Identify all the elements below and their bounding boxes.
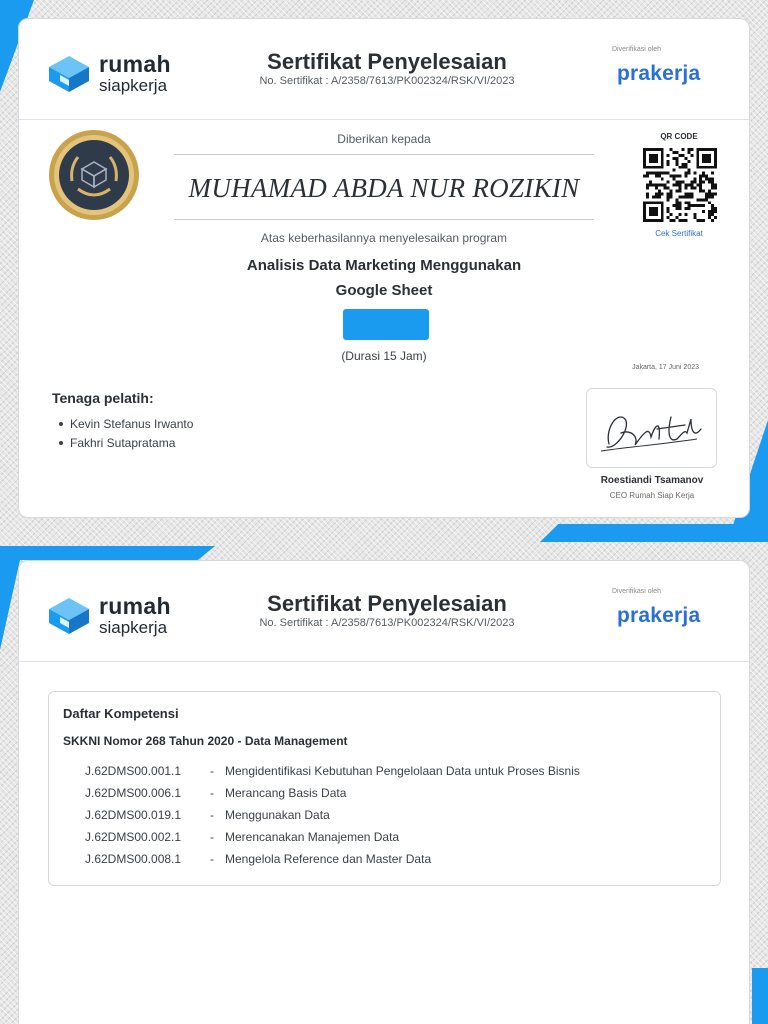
competency-item xyxy=(85,848,580,870)
trainer-list xyxy=(59,417,193,455)
competency-separator: - xyxy=(210,808,214,822)
competency-separator: - xyxy=(210,830,214,844)
certificate-number: No. Sertifikat : A/2358/7613/PK002324/RSK/VI/2023 xyxy=(259,617,515,629)
laurel-medal-icon xyxy=(48,129,140,221)
competency-list xyxy=(85,760,580,870)
signatory-role: CEO Rumah Siap Kerja xyxy=(609,491,695,500)
trainer-name: Kevin Stefanus Irwanto xyxy=(59,417,193,431)
given-to-label: Diberikan kepada xyxy=(337,132,431,146)
trainers-heading: Tenaga pelatih: xyxy=(52,390,154,406)
signature-box xyxy=(586,388,717,468)
competency-item xyxy=(85,804,580,826)
brand-name-line1: rumah xyxy=(99,51,171,77)
signatory-name: Roestiandi Tsamanov xyxy=(600,475,704,486)
competency-description: Menggunakan Data xyxy=(225,808,330,822)
rumah-siapkerja-logo xyxy=(47,53,171,94)
recipient-name: MUHAMAD ABDA NUR ROZIKIN xyxy=(188,173,580,203)
signature-image xyxy=(587,389,716,467)
verified-by-label: Diverifikasi oleh xyxy=(612,588,662,595)
program-title-line1: Analisis Data Marketing Menggunakan xyxy=(246,257,522,274)
verified-by-label: Diverifikasi oleh xyxy=(612,46,662,53)
rumah-siapkerja-logo xyxy=(47,595,171,636)
background-shape xyxy=(0,560,20,650)
competency-description: Mengidentifikasi Kebutuhan Pengelolaan Data untuk Proses Bisnis xyxy=(225,764,580,778)
competency-code: J.62DMS00.019.1 xyxy=(85,808,182,822)
competency-code: J.62DMS00.002.1 xyxy=(85,830,182,844)
certificate-title: Sertifikat Penyelesaian xyxy=(267,49,507,74)
competency-separator: - xyxy=(210,786,214,800)
certificate-title: Sertifikat Penyelesaian xyxy=(267,591,507,616)
prakerja-logo: prakerja xyxy=(617,62,701,85)
program-title-line2: Google Sheet xyxy=(335,282,433,299)
competency-item xyxy=(85,826,580,848)
house-cube-icon xyxy=(47,596,91,636)
name-top-rule xyxy=(174,154,594,155)
header-divider xyxy=(19,661,749,662)
background-shape xyxy=(752,968,768,1024)
prakerja-logo: prakerja xyxy=(617,604,701,627)
header-divider xyxy=(19,119,749,120)
competency-standard: SKKNI Nomor 268 Tahun 2020 - Data Management xyxy=(63,734,348,748)
competency-heading: Daftar Kompetensi xyxy=(63,706,179,721)
competency-code: J.62DMS00.006.1 xyxy=(85,786,182,800)
brand-name-line2: siapkerja xyxy=(99,618,168,637)
brand-name-line1: rumah xyxy=(99,593,171,619)
competency-separator: - xyxy=(210,764,214,778)
competency-description: Mengelola Reference dan Master Data xyxy=(225,852,432,866)
completion-label: Atas keberhasilannya menyelesaikan program xyxy=(260,231,508,245)
background-shape xyxy=(0,546,215,560)
competency-item xyxy=(85,782,580,804)
program-duration: (Durasi 15 Jam) xyxy=(341,349,427,363)
issue-date: Jakarta, 17 Juni 2023 xyxy=(632,364,699,371)
competency-description: Merancang Basis Data xyxy=(225,786,347,800)
competency-item xyxy=(85,760,580,782)
competency-code: J.62DMS00.008.1 xyxy=(85,852,182,866)
certificate-page-back xyxy=(18,560,750,1024)
competency-description: Merencanakan Manajemen Data xyxy=(225,830,400,844)
check-certificate-link[interactable]: Cek Sertifikat xyxy=(655,229,703,238)
competency-code: J.62DMS00.001.1 xyxy=(85,764,182,778)
brand-name-line2: siapkerja xyxy=(99,76,168,95)
qr-code-label: QR CODE xyxy=(660,132,698,141)
name-bottom-rule xyxy=(174,219,594,220)
certificate-page-front xyxy=(18,18,750,518)
qr-code[interactable] xyxy=(643,148,717,222)
background-shape xyxy=(540,524,768,542)
certificate-number: No. Sertifikat : A/2358/7613/PK002324/RSK/VI/2023 xyxy=(259,75,515,87)
competency-separator: - xyxy=(210,852,214,866)
trainer-name: Fakhri Sutapratama xyxy=(59,436,193,450)
house-cube-icon xyxy=(47,54,91,94)
redacted-block xyxy=(343,309,429,340)
competency-panel xyxy=(48,691,721,886)
